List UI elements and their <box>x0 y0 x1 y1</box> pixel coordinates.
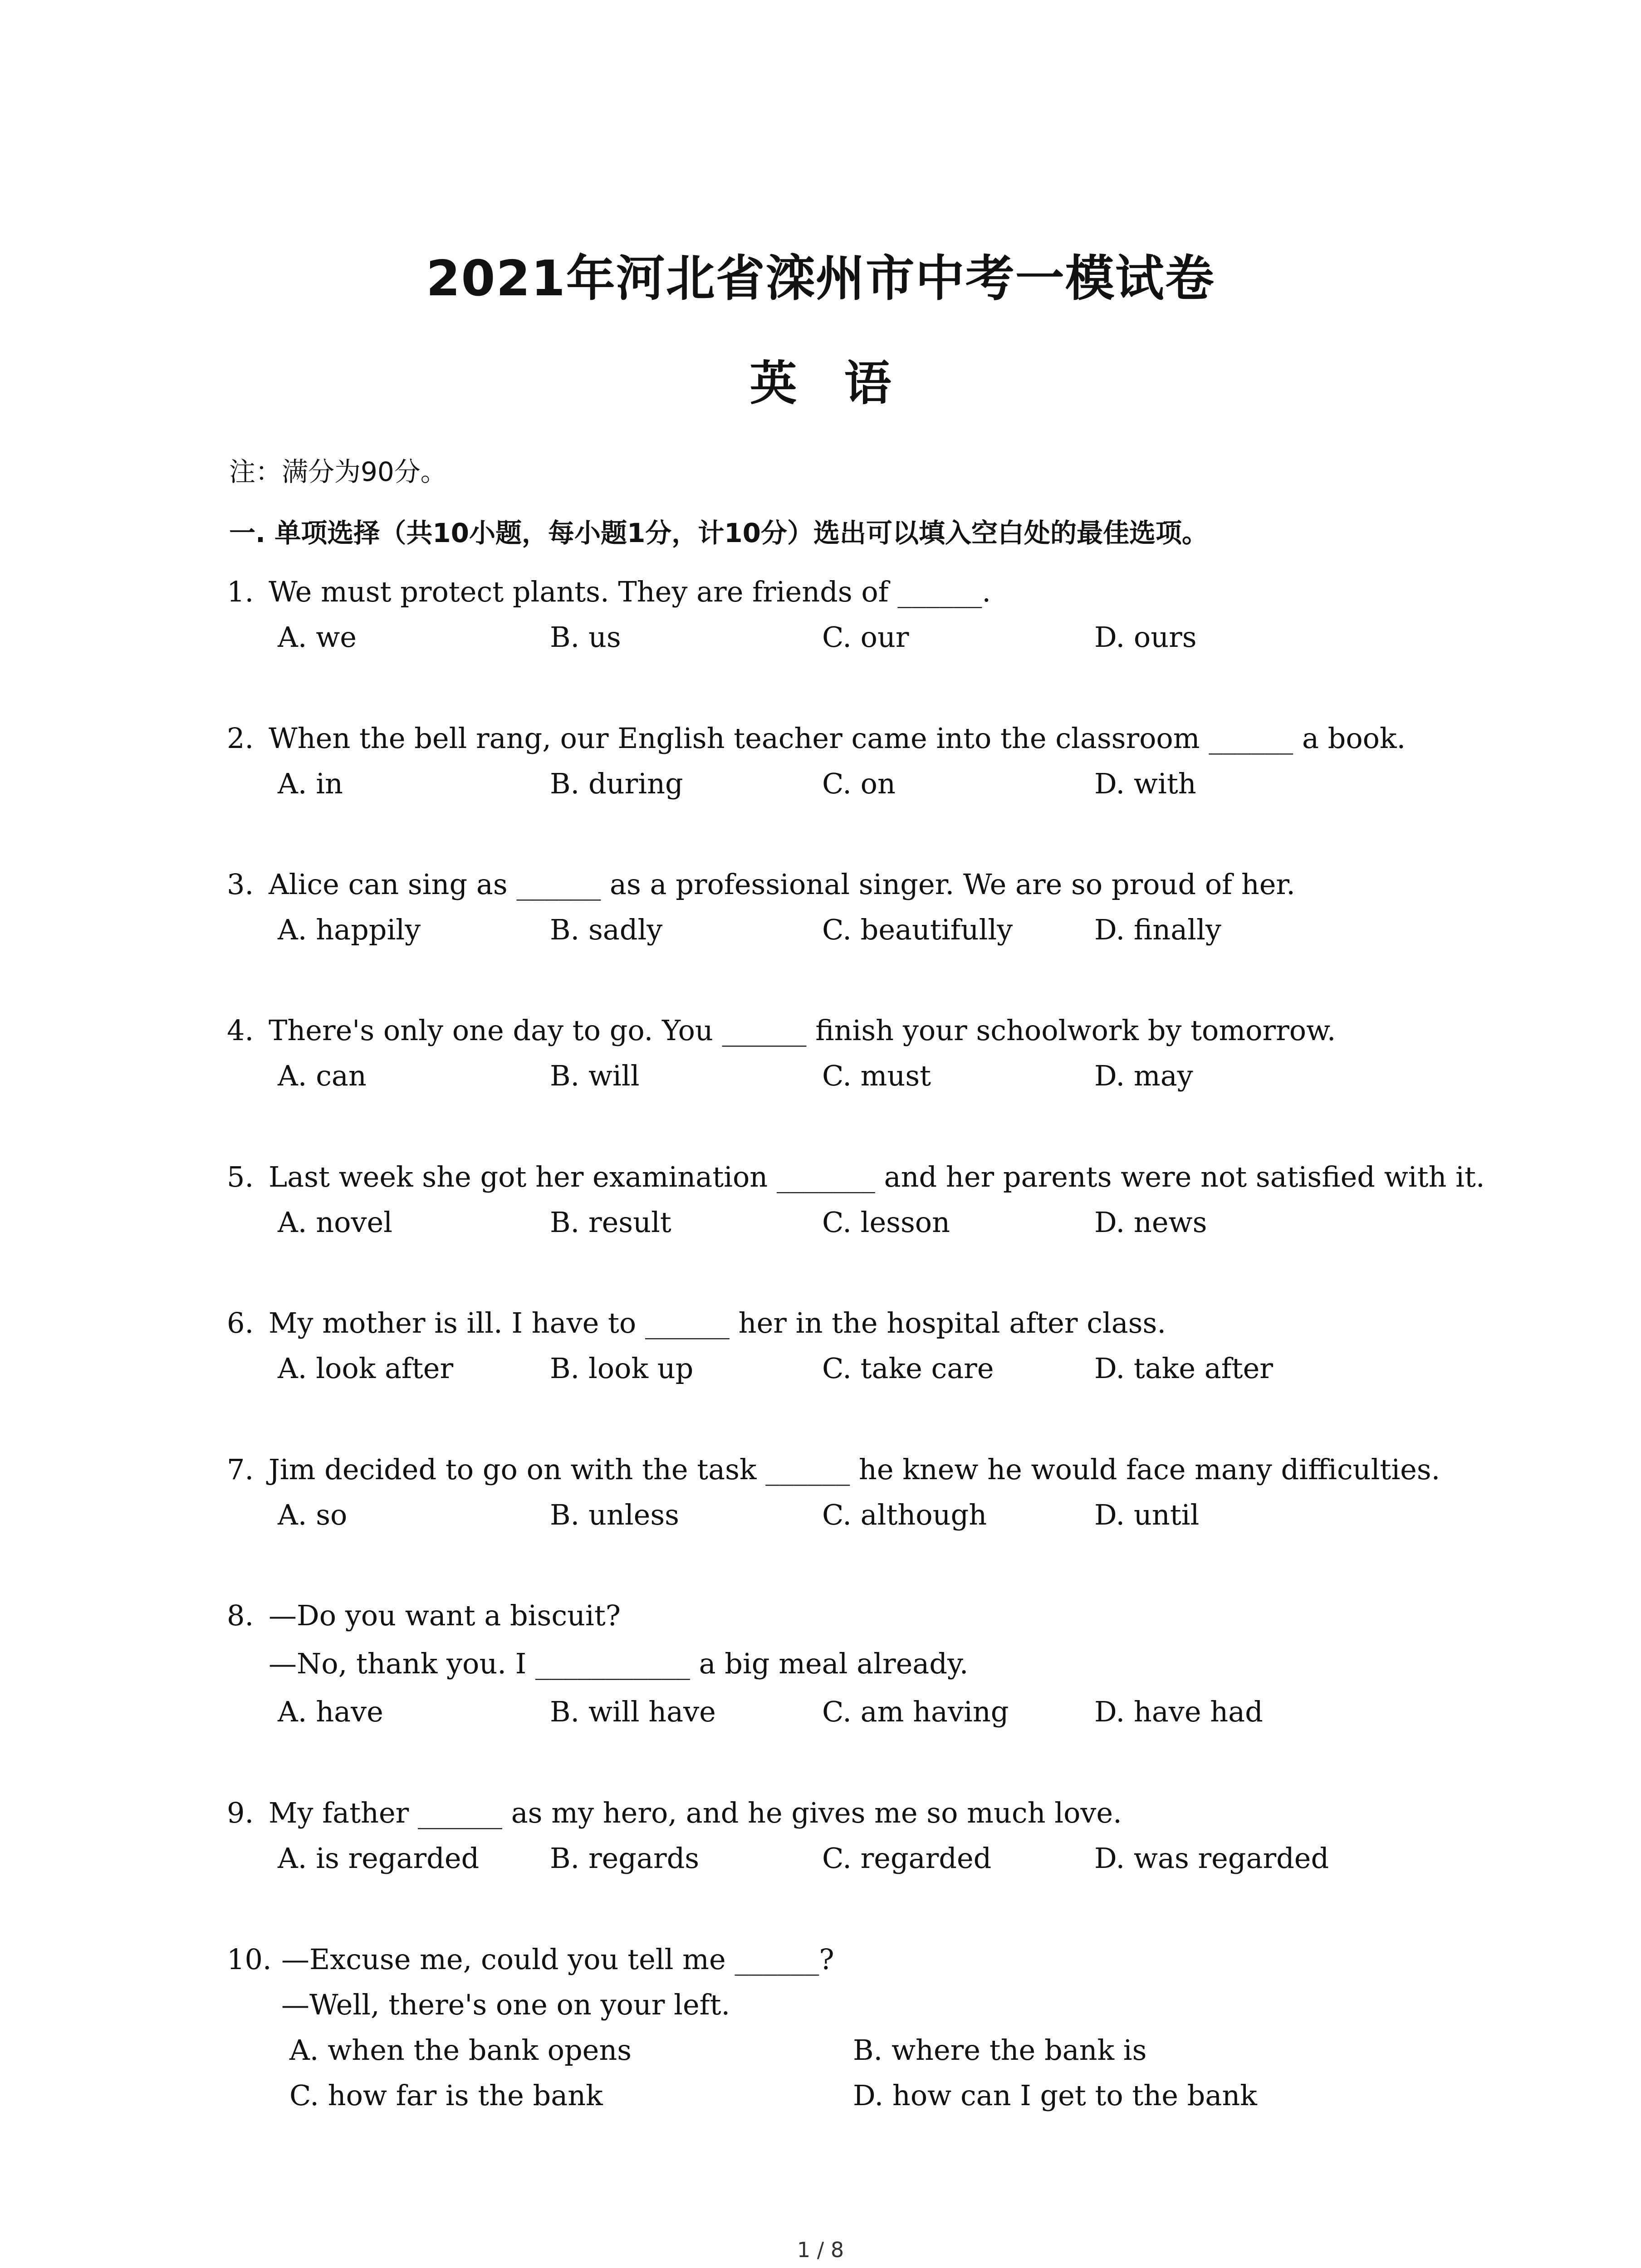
question-text: Alice can sing as ______ as a professional singer. We are so proud of her. <box>269 868 1295 901</box>
question-4 <box>227 1008 1497 1099</box>
option-c: C. am having <box>822 1695 1009 1728</box>
option-d: D. news <box>1094 1206 1207 1239</box>
option-a: A. is regarded <box>278 1842 480 1875</box>
option-d: D. was regarded <box>1094 1842 1329 1875</box>
subject-char-2: 语 <box>844 356 892 411</box>
question-5 <box>227 1154 1497 1245</box>
section-heading: 一. 单项选择（共10小题，每小题1分，计10分）选出可以填入空白处的最佳选项。 <box>229 518 1209 548</box>
option-d: D. may <box>1094 1059 1193 1092</box>
option-c: C. regarded <box>822 1842 992 1875</box>
question-number: 2. <box>227 722 254 755</box>
question-number: 10. <box>227 1943 272 1976</box>
question-number: 3. <box>227 868 254 901</box>
question-10 <box>227 1937 1497 2118</box>
option-c: C. take care <box>822 1352 994 1385</box>
option-c: C. although <box>822 1498 987 1531</box>
question-stem <box>227 1008 1497 1053</box>
option-row <box>227 1200 1497 1245</box>
subject-heading <box>0 349 1641 417</box>
option-b: B. result <box>550 1206 671 1239</box>
question-number: 8. <box>227 1599 254 1632</box>
question-text: My mother is ill. I have to ______ her in the hospital after class. <box>269 1306 1166 1339</box>
option-row <box>227 1346 1497 1391</box>
question-number: 6. <box>227 1306 254 1339</box>
exam-title: 2021年河北省滦州市中考一模试卷 <box>426 250 1215 307</box>
option-b: B. will <box>550 1059 640 1092</box>
question-2 <box>227 716 1497 807</box>
option-a: A. happily <box>278 913 421 946</box>
option-c: C. must <box>822 1059 931 1092</box>
option-row <box>227 2073 1497 2118</box>
question-stem <box>227 1300 1497 1346</box>
option-c: C. on <box>822 767 896 800</box>
question-number: 7. <box>227 1453 254 1486</box>
option-d: D. ours <box>1094 621 1197 654</box>
option-row <box>227 1492 1497 1538</box>
option-d: D. have had <box>1094 1695 1263 1728</box>
option-a: A. novel <box>278 1206 392 1239</box>
question-stem <box>227 862 1497 907</box>
question-text: We must protect plants. They are friends of ______. <box>269 575 991 608</box>
option-row <box>227 1689 1497 1735</box>
question-3 <box>227 862 1497 953</box>
question-text-line-2: —No, thank you. I ___________ a big meal already. <box>269 1647 969 1680</box>
option-c: C. beautifully <box>822 913 1013 946</box>
option-row <box>227 1836 1497 1881</box>
question-text: —Excuse me, could you tell me ______? <box>281 1943 834 1976</box>
option-b: B. us <box>550 621 621 654</box>
option-a: A. we <box>278 621 357 654</box>
option-c: C. how far is the bank <box>289 2079 603 2112</box>
option-d: D. how can I get to the bank <box>853 2079 1257 2112</box>
option-a: A. have <box>278 1695 383 1728</box>
option-row <box>227 1053 1497 1099</box>
score-note: 注：满分为90分。 <box>229 456 447 487</box>
question-text: —Do you want a biscuit? <box>269 1599 621 1632</box>
option-b: B. look up <box>550 1352 694 1385</box>
question-number: 1. <box>227 575 254 608</box>
option-c: C. lesson <box>822 1206 950 1239</box>
question-number: 9. <box>227 1796 254 1829</box>
option-a: A. when the bank opens <box>289 2033 632 2067</box>
question-text: Jim decided to go on with the task ______ he knew he would face many difficulties. <box>269 1453 1440 1486</box>
question-8 <box>227 1593 1497 1735</box>
option-row <box>227 615 1497 660</box>
question-number: 4. <box>227 1014 254 1047</box>
option-row <box>227 907 1497 953</box>
question-number: 5. <box>227 1160 254 1193</box>
question-6 <box>227 1300 1497 1391</box>
option-d: D. take after <box>1094 1352 1273 1385</box>
option-b: B. during <box>550 767 683 800</box>
option-a: A. can <box>278 1059 367 1092</box>
question-stem <box>227 1790 1497 1836</box>
option-b: B. unless <box>550 1498 679 1531</box>
option-b: B. sadly <box>550 913 663 946</box>
question-text: There's only one day to go. You ______ finish your schoolwork by tomorrow. <box>269 1014 1336 1047</box>
option-b: B. where the bank is <box>853 2033 1147 2067</box>
question-7 <box>227 1447 1497 1538</box>
option-c: C. our <box>822 621 909 654</box>
option-d: D. with <box>1094 767 1196 800</box>
subject-char-1: 英 <box>749 356 797 411</box>
question-stem <box>227 1937 1497 1982</box>
question-text: Last week she got her examination _______ and her parents were not satisfied with it. <box>269 1160 1485 1193</box>
option-a: A. so <box>278 1498 348 1531</box>
option-row <box>227 761 1497 807</box>
question-stem <box>227 1593 1497 1638</box>
question-text-line-2: —Well, there's one on your left. <box>281 1988 730 2021</box>
question-stem <box>227 1447 1497 1492</box>
question-text: My father ______ as my hero, and he gives me so much love. <box>269 1796 1122 1829</box>
option-a: A. in <box>278 767 343 800</box>
option-b: B. regards <box>550 1842 700 1875</box>
page-number: 1 / 8 <box>797 2238 844 2262</box>
question-1 <box>227 569 1497 660</box>
question-stem <box>227 716 1497 761</box>
option-row <box>227 2028 1497 2073</box>
question-stem <box>227 1154 1497 1200</box>
option-d: D. finally <box>1094 913 1221 946</box>
option-a: A. look after <box>278 1352 454 1385</box>
option-d: D. until <box>1094 1498 1200 1531</box>
option-b: B. will have <box>550 1695 716 1728</box>
question-text: When the bell rang, our English teacher came into the classroom ______ a book. <box>269 722 1406 755</box>
question-stem <box>227 569 1497 615</box>
question-9 <box>227 1790 1497 1881</box>
